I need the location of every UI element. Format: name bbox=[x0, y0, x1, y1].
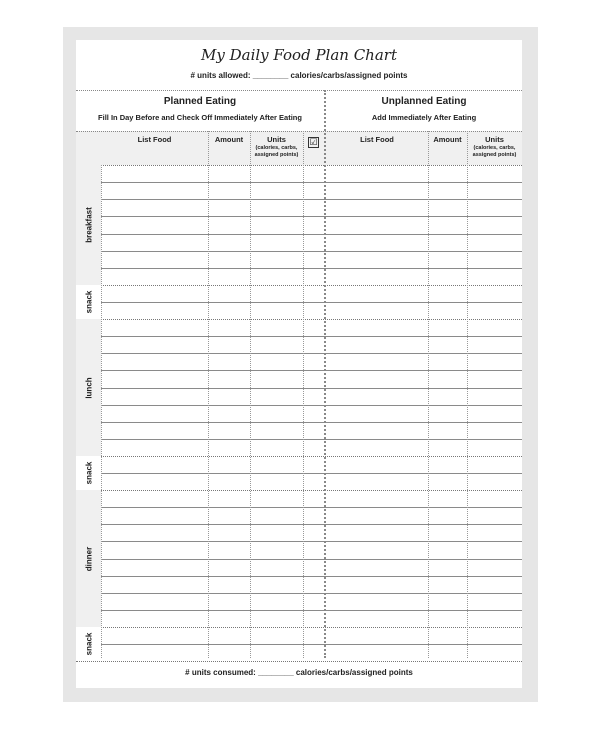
table-row-line bbox=[101, 370, 522, 371]
planned-amount-divider bbox=[208, 131, 209, 658]
header-divider bbox=[76, 90, 522, 91]
planned-eating-title: Planned Eating bbox=[163, 96, 237, 107]
planned-check-divider bbox=[303, 131, 304, 658]
planned-amount-header: Amount bbox=[214, 135, 244, 144]
table-row-line bbox=[101, 302, 522, 303]
table-row-line bbox=[101, 251, 522, 252]
table-bottom-border bbox=[76, 661, 522, 662]
planned-eating-subtitle: Fill In Day Before and Check Off Immediately After Eating bbox=[98, 113, 302, 122]
table-row-line bbox=[101, 216, 522, 217]
meal-section-snack bbox=[76, 456, 522, 490]
table-row-line bbox=[101, 593, 522, 594]
table-row-line bbox=[101, 473, 522, 474]
table-row-line bbox=[101, 182, 522, 183]
table-row-line bbox=[101, 353, 522, 354]
unplanned-units-header: Units (calories, carbs, assigned points) bbox=[467, 135, 522, 159]
table-row-line bbox=[101, 422, 522, 423]
page-title: My Daily Food Plan Chart bbox=[201, 46, 397, 64]
meal-section-border bbox=[76, 285, 522, 286]
label-column-divider bbox=[101, 165, 102, 658]
meal-label-cell bbox=[76, 285, 101, 319]
meal-section-breakfast bbox=[76, 165, 522, 285]
unplanned-units-note: (calories, carbs, assigned points) bbox=[472, 145, 517, 158]
food-plan-page bbox=[76, 40, 522, 688]
meal-section-border bbox=[76, 456, 522, 457]
table-row-line bbox=[101, 507, 522, 508]
meal-label-cell bbox=[76, 319, 101, 456]
unplanned-eating-title: Unplanned Eating bbox=[381, 96, 467, 107]
table-row-line bbox=[101, 644, 522, 645]
meal-label-cell bbox=[76, 165, 101, 285]
meal-section-border bbox=[76, 490, 522, 491]
unplanned-amount-header: Amount bbox=[433, 135, 462, 144]
meal-section-snack bbox=[76, 285, 522, 319]
planned-units-header: Units (calories, carbs, assigned points) bbox=[250, 135, 303, 159]
column-header-top-border bbox=[76, 131, 522, 132]
table-row-line bbox=[101, 405, 522, 406]
table-row-line bbox=[101, 439, 522, 440]
table-row-line bbox=[101, 576, 522, 577]
meal-section-snack bbox=[76, 627, 522, 661]
table-row-line bbox=[101, 268, 522, 269]
table-row-line bbox=[101, 541, 522, 542]
meal-label: breakfast bbox=[84, 207, 93, 243]
table-row-line bbox=[101, 559, 522, 560]
meal-section-border bbox=[76, 627, 522, 628]
planned-list-food-header: List Food bbox=[137, 135, 172, 144]
planned-units-divider bbox=[250, 131, 251, 658]
meal-label: snack bbox=[84, 290, 93, 314]
unplanned-amount-divider bbox=[428, 131, 429, 658]
center-divider bbox=[324, 90, 326, 658]
units-consumed-line: # units consumed: ________ calories/carbs/assigned points bbox=[185, 668, 413, 677]
table-row-line bbox=[101, 610, 522, 611]
meal-label: lunch bbox=[84, 376, 93, 399]
checkbox-icon: ☑ bbox=[309, 137, 318, 147]
table-row-line bbox=[101, 234, 522, 235]
meal-label: dinner bbox=[84, 546, 93, 571]
unplanned-list-food-header: List Food bbox=[360, 135, 394, 144]
meal-label-cell bbox=[76, 490, 101, 627]
planned-units-note: (calories, carbs, assigned points) bbox=[254, 145, 299, 158]
table-row-line bbox=[101, 336, 522, 337]
meal-label: snack bbox=[84, 461, 93, 485]
table-row-line bbox=[101, 199, 522, 200]
table-row-line bbox=[101, 388, 522, 389]
meal-label: snack bbox=[84, 632, 93, 656]
unplanned-eating-subtitle: Add Immediately After Eating bbox=[371, 113, 477, 122]
meal-section-border bbox=[76, 319, 522, 320]
meal-section-border bbox=[76, 165, 522, 166]
table-row-line bbox=[101, 524, 522, 525]
meal-section-lunch bbox=[76, 319, 522, 456]
meal-label-cell bbox=[76, 456, 101, 490]
units-allowed-line: # units allowed: ________ calories/carbs/assigned points bbox=[190, 71, 408, 80]
unplanned-units-divider bbox=[467, 131, 468, 658]
meal-label-cell bbox=[76, 627, 101, 661]
meal-section-dinner bbox=[76, 490, 522, 627]
